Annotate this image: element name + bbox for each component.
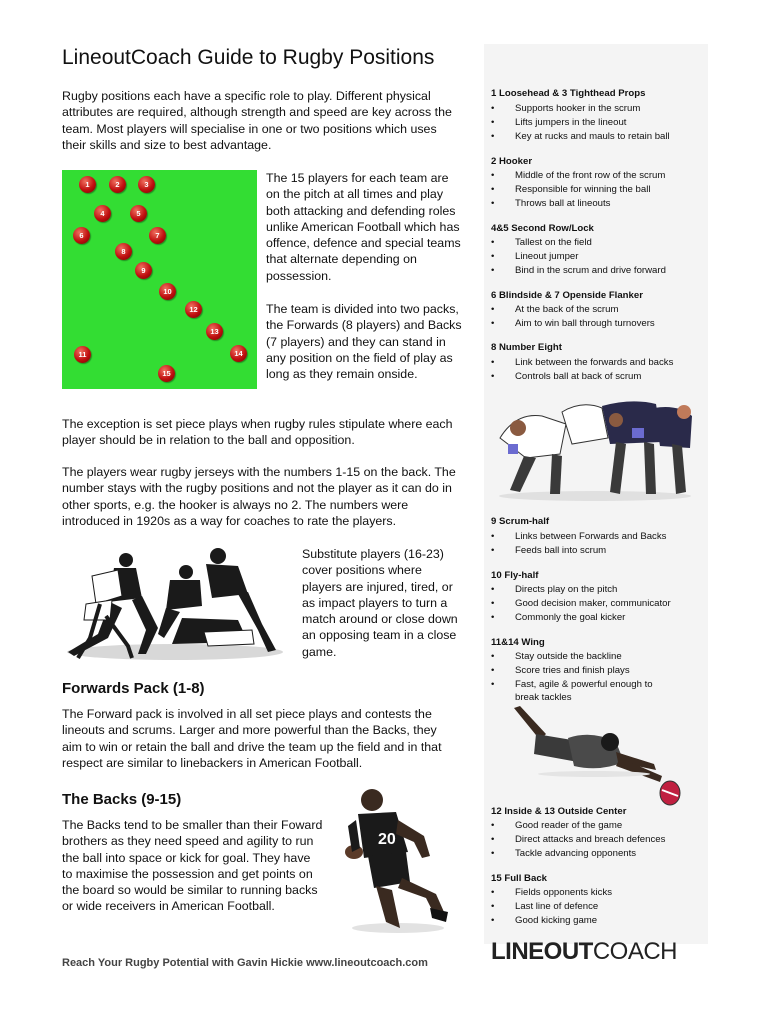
- bullet-icon: •: [491, 679, 495, 690]
- position-list-item: • Direct attacks and breach defences: [491, 834, 666, 845]
- position-list-item: • Bind in the scrum and drive forward: [491, 265, 666, 276]
- position-list-item: • Commonly the goal kicker: [491, 612, 626, 623]
- position-list-item: • Directs play on the pitch: [491, 584, 618, 595]
- bullet-icon: •: [491, 584, 495, 595]
- bullet-icon: •: [491, 251, 495, 262]
- bullet-icon: •: [491, 915, 495, 926]
- bullet-icon: •: [491, 887, 495, 898]
- position-list-item: • Fast, agile & powerful enough to: [491, 679, 653, 690]
- bullet-icon: •: [491, 820, 495, 831]
- running-player-illustration: [344, 786, 452, 934]
- player-marker: 6: [73, 227, 90, 244]
- position-list-item: • Responsible for winning the ball: [491, 184, 651, 195]
- bullet-icon: •: [491, 131, 495, 142]
- jerseys-paragraph: The players wear rugby jerseys with the numbers 1-15 on the back. The number stays with the rugby positions and not the player as it can do in other sports, e.g. the hooker is always no 2. The numbers were introduced in 1920s as a way for coaches to rate the players.: [62, 465, 456, 528]
- bullet-icon: •: [491, 598, 495, 609]
- position-heading: 4&5 Second Row/Lock: [491, 223, 594, 234]
- position-heading: 11&14 Wing: [491, 637, 545, 648]
- bullet-icon: •: [491, 848, 495, 859]
- bullet-icon: •: [491, 184, 495, 195]
- exception-paragraph: The exception is set piece plays when rugby rules stipulate where each player should be in relation to the ball and opposition.: [62, 417, 453, 448]
- backs-heading: The Backs (9-15): [62, 791, 182, 808]
- player-marker: 15: [158, 365, 175, 382]
- position-list-item: • Feeds ball into scrum: [491, 545, 607, 556]
- position-heading: 10 Fly-half: [491, 570, 539, 581]
- bullet-icon: •: [491, 237, 495, 248]
- bullet-icon: •: [491, 901, 495, 912]
- position-list-item: • Tallest on the field: [491, 237, 592, 248]
- players-paragraph: The 15 players for each team are on the pitch at all times and play both attacking and defending roles unlike American Football which has offence, defence and special teams that alternate depending on possession.: [266, 171, 461, 283]
- player-marker: 11: [74, 346, 91, 363]
- position-heading: 2 Hooker: [491, 156, 533, 167]
- player-marker: 12: [185, 301, 202, 318]
- position-list-item: • Aim to win ball through turnovers: [491, 318, 655, 329]
- player-marker: 14: [230, 345, 247, 362]
- player-marker: 7: [149, 227, 166, 244]
- position-heading: 9 Scrum-half: [491, 516, 550, 527]
- bullet-icon: •: [491, 103, 495, 114]
- position-list-item: • Last line of defence: [491, 901, 599, 912]
- position-list-item: • Lineout jumper: [491, 251, 579, 262]
- backs-paragraph: The Backs tend to be smaller than their Foward brothers as they need speed and agility to run the ball into space or kick for goal. They have to maximise the possession and get points on the board so would be similar to running backs or wide receivers in American Football.: [62, 818, 323, 914]
- position-list-item: • Good decision maker, communicator: [491, 598, 671, 609]
- position-list-item: • Throws ball at lineouts: [491, 198, 611, 209]
- position-list-item: • Good reader of the game: [491, 820, 623, 831]
- substitutes-paragraph: Substitute players (16-23) cover positions where players are injured, tired, or as impact players to turn a match around or close down an opposing team in a close game.: [302, 547, 458, 659]
- position-list-item: • Lifts jumpers in the lineout: [491, 117, 627, 128]
- bullet-icon: •: [491, 371, 495, 382]
- bullet-icon: •: [491, 545, 495, 556]
- position-list-item: • Stay outside the backline: [491, 651, 622, 662]
- player-marker: 9: [135, 262, 152, 279]
- svg-text:20: 20: [378, 831, 396, 848]
- bullet-icon: •: [491, 265, 495, 276]
- bullet-icon: •: [491, 357, 495, 368]
- lineoutcoach-logo: LINEOUTCOACH: [491, 938, 677, 965]
- forwards-paragraph: The Forward pack is involved in all set piece plays and contests the lineouts and scrums. Larger and more powerful than the Backs, they aim to win or retain the ball and drive the team up the field and in that respect are similar to linebackers in American Football.: [62, 707, 442, 770]
- ruck-illustration: [62, 546, 288, 664]
- player-marker: 3: [138, 176, 155, 193]
- player-marker: 2: [109, 176, 126, 193]
- player-marker: 13: [206, 323, 223, 340]
- position-list-item: • Controls ball at back of scrum: [491, 371, 642, 382]
- position-list-item: • Tackle advancing opponents: [491, 848, 637, 859]
- bullet-icon: •: [491, 834, 495, 845]
- pitch-diagram: [62, 170, 257, 389]
- bullet-icon: •: [491, 198, 495, 209]
- player-marker: 10: [159, 283, 176, 300]
- player-marker: 1: [79, 176, 96, 193]
- bullet-icon: •: [491, 612, 495, 623]
- bullet-icon: •: [491, 117, 495, 128]
- bullet-icon: •: [491, 318, 495, 329]
- bullet-icon: •: [491, 170, 495, 181]
- bullet-icon: •: [491, 665, 495, 676]
- position-list-item: • Links between Forwards and Backs: [491, 531, 667, 542]
- position-list-item: • Supports hooker in the scrum: [491, 103, 641, 114]
- scrum-illustration: [496, 398, 694, 502]
- position-list-item: • Good kicking game: [491, 915, 598, 926]
- position-heading: 8 Number Eight: [491, 342, 562, 353]
- player-marker: 5: [130, 205, 147, 222]
- position-heading: 1 Loosehead & 3 Tighthead Props: [491, 88, 646, 99]
- bullet-icon: •: [491, 304, 495, 315]
- intro-paragraph: Rugby positions each have a specific role to play. Different physical attributes are required, although strength and speed are key across the team. Most players will specialise in one or two positions which uses their skills and size to best advantage.: [62, 89, 452, 152]
- bullet-icon: •: [491, 651, 495, 662]
- player-marker: 4: [94, 205, 111, 222]
- packs-paragraph: The team is divided into two packs, the Forwards (8 players) and Backs (7 players) and they can stand in any position on the field of play as long as they remain onside.: [266, 302, 462, 382]
- position-heading: 15 Full Back: [491, 873, 547, 884]
- page-title: LineoutCoach Guide to Rugby Positions: [62, 46, 435, 69]
- position-list-item: break tackles: [515, 692, 572, 703]
- position-list-item: • Link between the forwards and backs: [491, 357, 674, 368]
- bullet-icon: •: [491, 531, 495, 542]
- position-list-item: • Score tries and finish plays: [491, 665, 630, 676]
- player-marker: 8: [115, 243, 132, 260]
- footer-text: Reach Your Rugby Potential with Gavin Hickie www.lineoutcoach.com: [62, 957, 428, 969]
- forwards-heading: Forwards Pack (1-8): [62, 680, 205, 697]
- position-heading: 12 Inside & 13 Outside Center: [491, 806, 627, 817]
- position-list-item: • Key at rucks and mauls to retain ball: [491, 131, 670, 142]
- diving-player-illustration: [512, 704, 688, 808]
- position-list-item: • Middle of the front row of the scrum: [491, 170, 666, 181]
- position-list-item: • At the back of the scrum: [491, 304, 619, 315]
- position-heading: 6 Blindside & 7 Openside Flanker: [491, 290, 643, 301]
- position-list-item: • Fields opponents kicks: [491, 887, 613, 898]
